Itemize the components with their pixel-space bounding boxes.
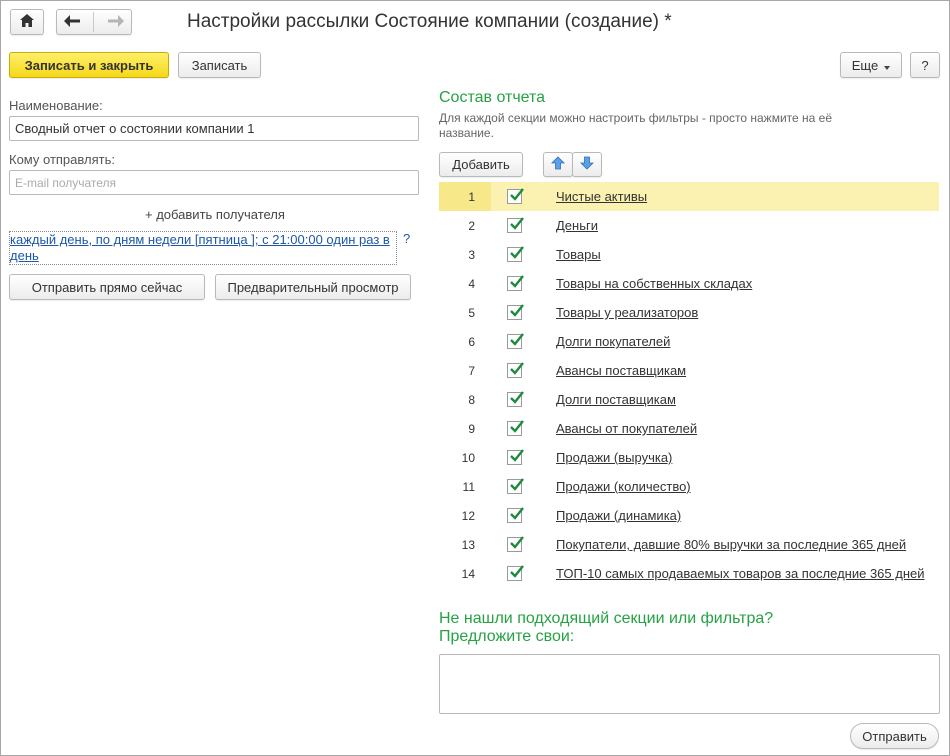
section-row[interactable] [439, 327, 939, 356]
section-checkbox[interactable] [507, 450, 522, 465]
section-checkbox[interactable] [507, 218, 522, 233]
section-label[interactable]: Долги покупателей [556, 334, 671, 349]
section-checkbox[interactable] [507, 537, 522, 552]
section-number: 3 [468, 247, 475, 262]
section-number: 10 [461, 450, 475, 465]
send-now-button[interactable]: Отправить прямо сейчас [9, 274, 205, 300]
section-label[interactable]: Деньги [556, 218, 598, 233]
section-checkbox[interactable] [507, 247, 522, 262]
arrow-down-icon [580, 156, 594, 173]
checkmark-icon [509, 332, 525, 348]
save-and-close-button[interactable]: Записать и закрыть [9, 52, 169, 78]
help-button[interactable]: ? [910, 52, 940, 78]
checkmark-icon [509, 535, 525, 551]
divider [93, 12, 94, 32]
section-checkbox[interactable] [507, 566, 522, 581]
section-row[interactable] [439, 414, 939, 443]
checkmark-icon [509, 390, 525, 406]
feedback-title-line1: Не нашли подходящий секции или фильтра? [439, 610, 774, 627]
move-up-button[interactable] [543, 152, 573, 177]
section-row[interactable] [439, 443, 939, 472]
add-recipient-link[interactable]: + добавить получателя [145, 207, 285, 222]
section-label[interactable]: ТОП-10 самых продаваемых товаров за последние 365 дней [556, 566, 925, 581]
section-label[interactable]: Продажи (количество) [556, 479, 691, 494]
section-checkbox[interactable] [507, 363, 522, 378]
section-checkbox[interactable] [507, 305, 522, 320]
section-number: 11 [462, 479, 475, 494]
forward-arrow-icon[interactable] [108, 15, 124, 30]
section-label[interactable]: Товары на собственных складах [556, 276, 753, 291]
feedback-title-line2: Предложите свои: [439, 628, 575, 645]
section-label[interactable]: Продажи (выручка) [556, 450, 673, 465]
section-label[interactable]: Чистые активы [556, 189, 648, 204]
arrow-up-icon [551, 156, 565, 173]
checkmark-icon [509, 419, 525, 435]
section-label[interactable]: Продажи (динамика) [556, 508, 682, 523]
section-label[interactable]: Товары у реализаторов [556, 305, 699, 320]
report-sections-list [439, 182, 939, 588]
recipient-label: Кому отправлять: [9, 152, 115, 167]
home-button[interactable] [10, 9, 44, 35]
section-checkbox[interactable] [507, 421, 522, 436]
checkmark-icon [509, 274, 525, 290]
section-label[interactable]: Авансы от покупателей [556, 421, 698, 436]
section-number: 7 [468, 363, 475, 378]
section-row[interactable] [439, 356, 939, 385]
checkmark-icon [509, 506, 525, 522]
section-label[interactable]: Товары [556, 247, 601, 262]
section-row[interactable] [439, 298, 939, 327]
section-row[interactable] [439, 182, 939, 211]
section-row[interactable] [439, 240, 939, 269]
section-number: 8 [468, 392, 475, 407]
checkmark-icon [509, 361, 525, 377]
section-row[interactable] [439, 211, 939, 240]
section-checkbox[interactable] [507, 508, 522, 523]
checkmark-icon [509, 216, 525, 232]
section-label[interactable]: Долги поставщикам [556, 392, 676, 407]
section-number: 4 [468, 276, 475, 291]
section-checkbox[interactable] [507, 189, 522, 204]
section-number: 2 [468, 218, 475, 233]
section-checkbox[interactable] [507, 392, 522, 407]
section-checkbox[interactable] [507, 479, 522, 494]
report-section-title: Состав отчета [439, 89, 546, 106]
add-section-button[interactable]: Добавить [439, 152, 523, 177]
feedback-textarea[interactable] [439, 654, 940, 714]
checkmark-icon [509, 245, 525, 261]
checkmark-icon [509, 448, 525, 464]
section-label[interactable]: Авансы поставщикам [556, 363, 687, 378]
section-row[interactable] [439, 559, 939, 588]
checkmark-icon [509, 564, 525, 580]
move-down-button[interactable] [572, 152, 602, 177]
window-title: Настройки рассылки Состояние компании (создание) * [187, 11, 672, 32]
preview-button[interactable]: Предварительный просмотр [215, 274, 411, 300]
section-number: 9 [468, 421, 475, 436]
checkmark-icon [509, 477, 525, 493]
schedule-link[interactable]: каждый день, по дням недели [пятница ]; с 21:00:00 один раз в день [9, 231, 397, 265]
back-arrow-icon[interactable] [64, 15, 80, 30]
schedule-help-link[interactable]: ? [403, 231, 411, 246]
section-number: 6 [468, 334, 475, 349]
section-checkbox[interactable] [507, 334, 522, 349]
section-number: 14 [461, 566, 475, 581]
section-checkbox[interactable] [507, 276, 522, 291]
section-row[interactable] [439, 530, 939, 559]
name-label: Наименование: [9, 98, 103, 113]
dropdown-arrow-icon [884, 58, 890, 73]
section-row[interactable] [439, 385, 939, 414]
section-label[interactable]: Покупатели, давшие 80% выручки за последние 365 дней [556, 537, 907, 552]
checkmark-icon [509, 187, 525, 203]
save-button[interactable]: Записать [178, 52, 261, 78]
name-field[interactable]: Сводный отчет о состоянии компании 1 [9, 116, 419, 141]
section-number: 5 [468, 305, 475, 320]
checkmark-icon [509, 303, 525, 319]
section-row[interactable] [439, 472, 939, 501]
more-button[interactable] [840, 52, 902, 78]
section-number: 12 [461, 508, 475, 523]
history-nav [56, 9, 132, 35]
section-row[interactable] [439, 269, 939, 298]
recipient-email-field[interactable]: E-mail получателя [9, 170, 419, 195]
home-icon [20, 14, 34, 30]
submit-feedback-button[interactable]: Отправить [850, 723, 939, 749]
section-number: 1 [439, 182, 491, 211]
more-label: Еще [851, 57, 879, 73]
section-row[interactable] [439, 501, 939, 530]
report-hint: Для каждой секции можно настроить фильтры - просто нажмите на её название. [439, 111, 833, 140]
section-number: 13 [461, 537, 475, 552]
